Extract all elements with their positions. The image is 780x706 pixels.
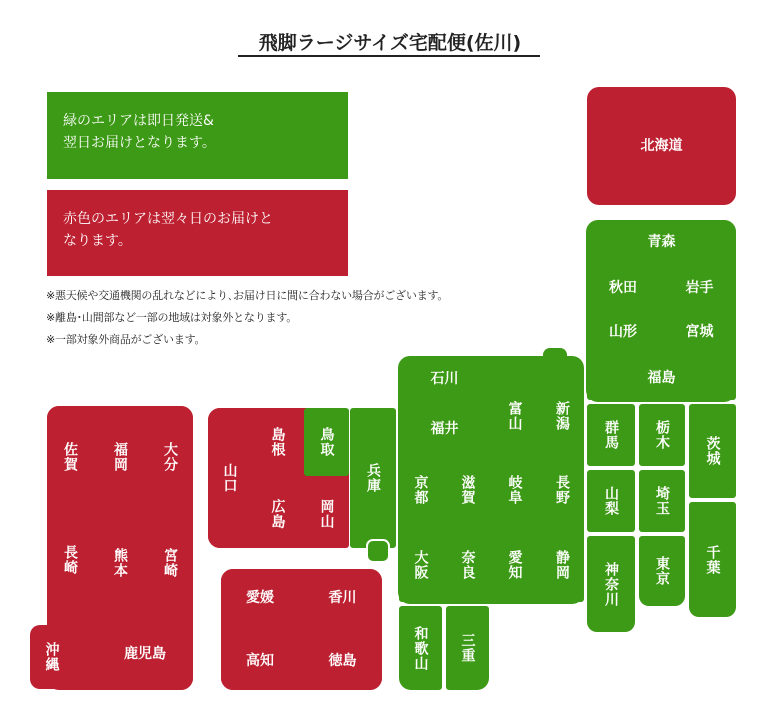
red-area-legend: 赤色のエリアは翌々日のお届けと なります。	[47, 190, 348, 276]
pref-yamagata[interactable]: 山形	[587, 312, 659, 352]
pref-aomori[interactable]: 青森	[587, 220, 736, 264]
pref-aichi[interactable]: 愛知	[493, 527, 536, 602]
pref-tottori[interactable]: 鳥取	[304, 408, 349, 476]
pref-tokushima[interactable]: 徳島	[303, 631, 382, 690]
pref-kyoto[interactable]: 京都	[399, 457, 442, 523]
pref-niigata[interactable]: 新潟	[540, 378, 584, 453]
sado-island	[543, 348, 567, 372]
pref-mie[interactable]: 三重	[446, 606, 489, 690]
pref-kochi[interactable]: 高知	[221, 631, 299, 690]
title-underline	[238, 55, 540, 57]
green-area-legend: 緑のエリアは即日発送& 翌日お届けとなります。	[47, 92, 348, 179]
pref-hokkaido[interactable]: 北海道	[587, 87, 736, 205]
awaji-island	[366, 539, 390, 563]
pref-shizuoka[interactable]: 静岡	[540, 527, 584, 602]
pref-tokyo[interactable]: 東京	[639, 536, 685, 606]
pref-gifu[interactable]: 岐阜	[493, 457, 536, 523]
pref-ishikawa[interactable]: 石川	[399, 356, 490, 401]
pref-yamanashi[interactable]: 山梨	[587, 470, 635, 532]
pref-kanagawa[interactable]: 神奈川	[587, 536, 635, 632]
pref-fukushima[interactable]: 福島	[587, 356, 736, 400]
pref-kagawa[interactable]: 香川	[303, 569, 382, 627]
pref-hyogo[interactable]: 兵庫	[350, 408, 396, 548]
pref-saga[interactable]: 佐賀	[47, 406, 93, 508]
pref-wakayama[interactable]: 和歌山	[399, 606, 442, 690]
pref-miyagi[interactable]: 宮城	[663, 312, 736, 352]
pref-toyama[interactable]: 富山	[493, 378, 536, 453]
pref-nara[interactable]: 奈良	[446, 527, 489, 602]
pref-nagasaki[interactable]: 長崎	[47, 512, 93, 608]
pref-shimane[interactable]: 島根	[255, 408, 300, 476]
pref-ibaraki[interactable]: 茨城	[689, 404, 736, 498]
pref-yamaguchi[interactable]: 山口	[208, 408, 251, 548]
pref-oita[interactable]: 大分	[147, 406, 193, 508]
pref-chiba[interactable]: 千葉	[689, 502, 736, 617]
pref-gunma[interactable]: 群馬	[587, 404, 635, 466]
pref-fukuoka[interactable]: 福岡	[97, 406, 143, 508]
note-weather: ※悪天候や交通機関の乱れなどにより､お届け日に間に合わない場合がございます。	[46, 289, 449, 302]
pref-okinawa[interactable]: 沖縄	[30, 625, 73, 689]
note-excluded-items: ※一部対象外商品がございます。	[46, 333, 206, 346]
pref-miyazaki[interactable]: 宮崎	[147, 512, 193, 614]
pref-kagoshima[interactable]: 鹿児島	[97, 618, 193, 690]
pref-iwate[interactable]: 岩手	[663, 268, 736, 308]
pref-shiga[interactable]: 滋賀	[446, 457, 489, 523]
pref-tochigi[interactable]: 栃木	[639, 404, 685, 466]
pref-saitama[interactable]: 埼玉	[639, 470, 685, 532]
pref-okayama[interactable]: 岡山	[304, 480, 349, 548]
note-remote-areas: ※離島･山間部など一部の地域は対象外となります。	[46, 311, 298, 324]
pref-akita[interactable]: 秋田	[587, 268, 659, 308]
pref-hiroshima[interactable]: 広島	[255, 480, 300, 548]
pref-kumamoto[interactable]: 熊本	[97, 512, 143, 614]
pref-fukui[interactable]: 福井	[399, 405, 490, 453]
page-title: 飛脚ラージサイズ宅配便(佐川)	[258, 32, 522, 54]
pref-osaka[interactable]: 大阪	[399, 527, 442, 602]
pref-ehime[interactable]: 愛媛	[221, 569, 299, 627]
pref-nagano[interactable]: 長野	[540, 457, 584, 523]
